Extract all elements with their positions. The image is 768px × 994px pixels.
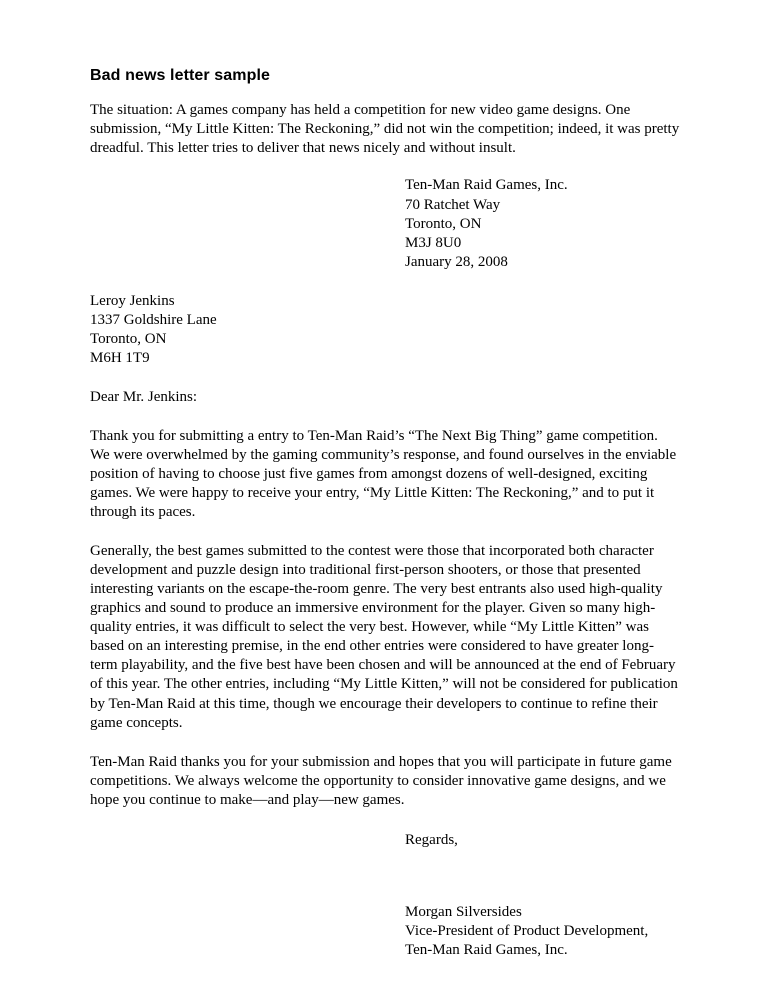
page-title: Bad news letter sample — [90, 67, 271, 84]
sender-name: Ten-Man Raid Games, Inc. — [405, 177, 568, 194]
salutation: Dear Mr. Jenkins: — [90, 388, 198, 405]
recipient-address-block — [90, 292, 680, 368]
recipient-street: 1337 Goldshire Lane — [90, 311, 217, 328]
closing-line: Regards, — [405, 831, 458, 848]
recipient-postal-code: M6H 1T9 — [90, 349, 150, 366]
sender-city: Toronto, ON — [405, 215, 482, 232]
signature-name: Morgan Silversides — [405, 903, 522, 920]
intro-paragraph: The situation: A games company has held a competition for new video game designs. One submission, “My Little Kitten: The Reckoning,” did not win the competition; indeed, it was pretty dreadful. This letter tries to deliver that news nicely and without insult. — [90, 102, 680, 157]
letter-date: January 28, 2008 — [405, 253, 508, 270]
body-paragraph-3: Ten-Man Raid thanks you for your submission and hopes that you will participate in future game competitions. We always welcome the opportunity to consider innovative game designs, and we hope you continue to make—and play—new games. — [90, 753, 672, 808]
body-paragraph-2: Generally, the best games submitted to the contest were those that incorporated both character development and puzzle design into traditional first-person shooters, or those that presented interesting variants on the escape-the-room genre. The very best entrants also used high-quality graphics and sound to produce an immersive environment for the player. Given so many high-quality entries, it was difficult to select the very best. However, while “My Little Kitten” was based on an interesting premise, in the end other entries were considered to have greater long-term playability, and the five best have been chosen and will be announced at the end of February of this year. The other entries, including “My Little Kitten,” will not be considered for publication by Ten-Man Raid at this time, though we encourage their developers to continue to refine their game concepts. — [90, 543, 678, 731]
sender-street: 70 Ratchet Way — [405, 196, 501, 213]
signature-block — [405, 903, 680, 960]
signature-company: Ten-Man Raid Games, Inc. — [405, 941, 568, 958]
sender-postal-code: M3J 8U0 — [405, 234, 462, 251]
sender-address-block — [405, 176, 680, 271]
signature-title: Vice-President of Product Development, — [405, 922, 649, 939]
recipient-name: Leroy Jenkins — [90, 292, 175, 309]
recipient-city: Toronto, ON — [90, 330, 167, 347]
body-paragraph-1: Thank you for submitting a entry to Ten-Man Raid’s “The Next Big Thing” game competition. We were overwhelmed by the gaming community’s response, and found ourselves in the enviable position of having to choose just five games from amongst dozens of well-designed, exciting games. We were happy to receive your entry, “My Little Kitten: The Reckoning,” and to put it through its paces. — [90, 427, 677, 521]
